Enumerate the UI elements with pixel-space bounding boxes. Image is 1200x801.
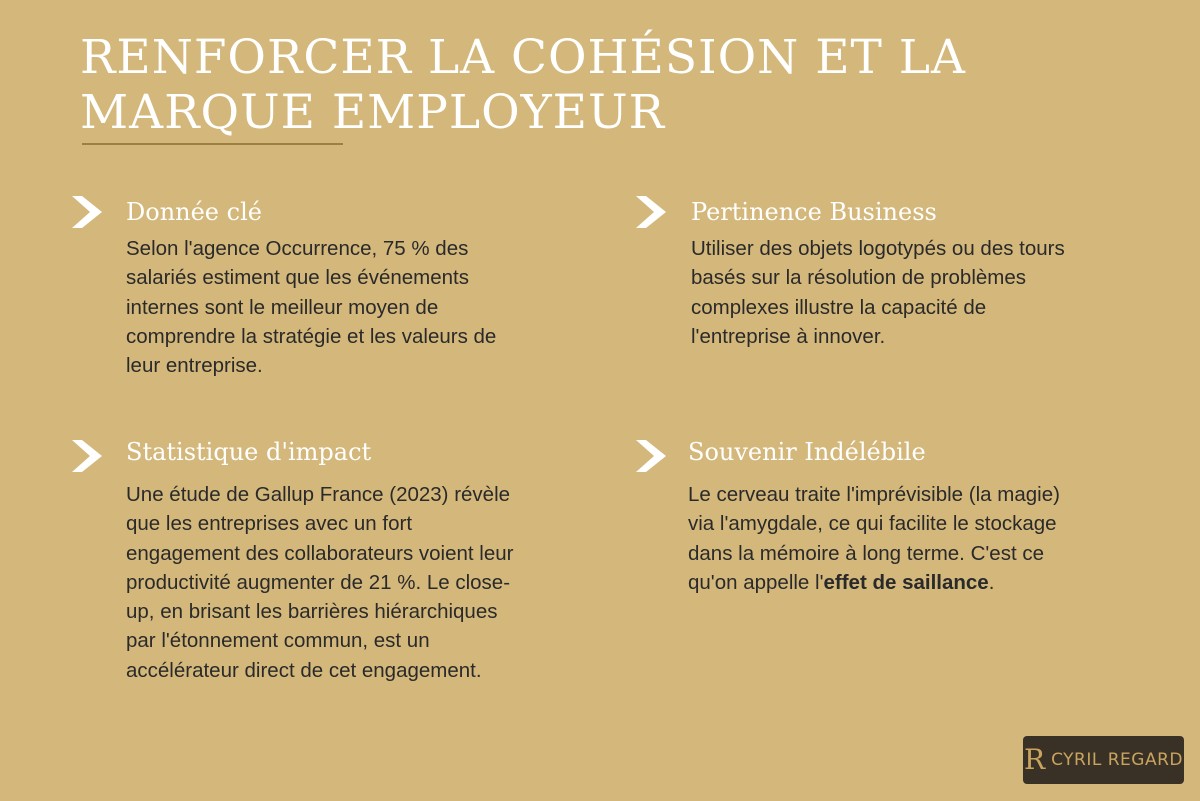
text-line: que les entreprises avec un fort — [126, 512, 413, 536]
text-line: basés sur la résolution de problèmes — [691, 266, 1027, 290]
section-text-donnee-cle — [126, 234, 546, 380]
text-line: salariés estiment que les événements — [126, 266, 469, 290]
section-text-pertinence-business — [691, 234, 1131, 351]
section-title-pertinence-business: Pertinence Business — [691, 198, 937, 226]
text-line: engagement des collaborateurs voient leur — [126, 541, 514, 565]
chevron-right-icon — [634, 438, 668, 474]
text-line-suffix: . — [988, 570, 995, 594]
brand-name: CYRIL REGARD — [1051, 750, 1183, 770]
page-title-line-2: MARQUE EMPLOYEUR — [80, 85, 665, 140]
text-line: complexes illustre la capacité de — [691, 295, 987, 319]
text-line — [688, 568, 1128, 597]
page-title-line-1: RENFORCER LA COHÉSION ET LA — [80, 30, 966, 85]
brand-logo — [1023, 736, 1184, 784]
section-title-souvenir-indelebile: Souvenir Indélébile — [688, 438, 926, 466]
text-line: Le cerveau traite l'imprévisible (la magie) — [688, 483, 1060, 506]
text-line: internes sont le meilleur moyen de — [126, 295, 439, 319]
text-line: up, en brisant les barrières hiérarchiques — [126, 600, 498, 624]
page-title — [80, 30, 1140, 140]
section-text-souvenir-indelebile — [688, 480, 1128, 597]
text-line: par l'étonnement commun, est un — [126, 629, 430, 653]
section-text-statistique-impact — [126, 480, 566, 685]
text-line: Utiliser des objets logotypés ou des tours — [691, 237, 1065, 260]
highlight-term: effet de saillance — [823, 570, 989, 594]
chevron-right-icon — [634, 194, 668, 230]
chevron-right-icon — [70, 194, 104, 230]
text-line: leur entreprise. — [126, 354, 263, 378]
text-line: dans la mémoire à long terme. C'est ce — [688, 541, 1044, 565]
text-line: accélérateur direct de cet engagement. — [126, 658, 482, 682]
text-line: via l'amygdale, ce qui facilite le stockage — [688, 512, 1057, 536]
section-title-donnee-cle: Donnée clé — [126, 198, 262, 226]
text-line: Selon l'agence Occurrence, 75 % des — [126, 237, 469, 260]
text-line: Une étude de Gallup France (2023) révèle — [126, 483, 511, 506]
section-title-statistique-impact: Statistique d'impact — [126, 438, 372, 466]
chevron-right-icon — [70, 438, 104, 474]
cr-monogram-icon: R — [1023, 743, 1046, 776]
text-line: comprendre la stratégie et les valeurs de — [126, 324, 497, 348]
title-underline — [82, 143, 343, 145]
text-line: l'entreprise à innover. — [691, 324, 886, 348]
text-line: productivité augmenter de 21 %. Le close- — [126, 570, 511, 594]
text-line-prefix: qu'on appelle l' — [688, 570, 824, 594]
